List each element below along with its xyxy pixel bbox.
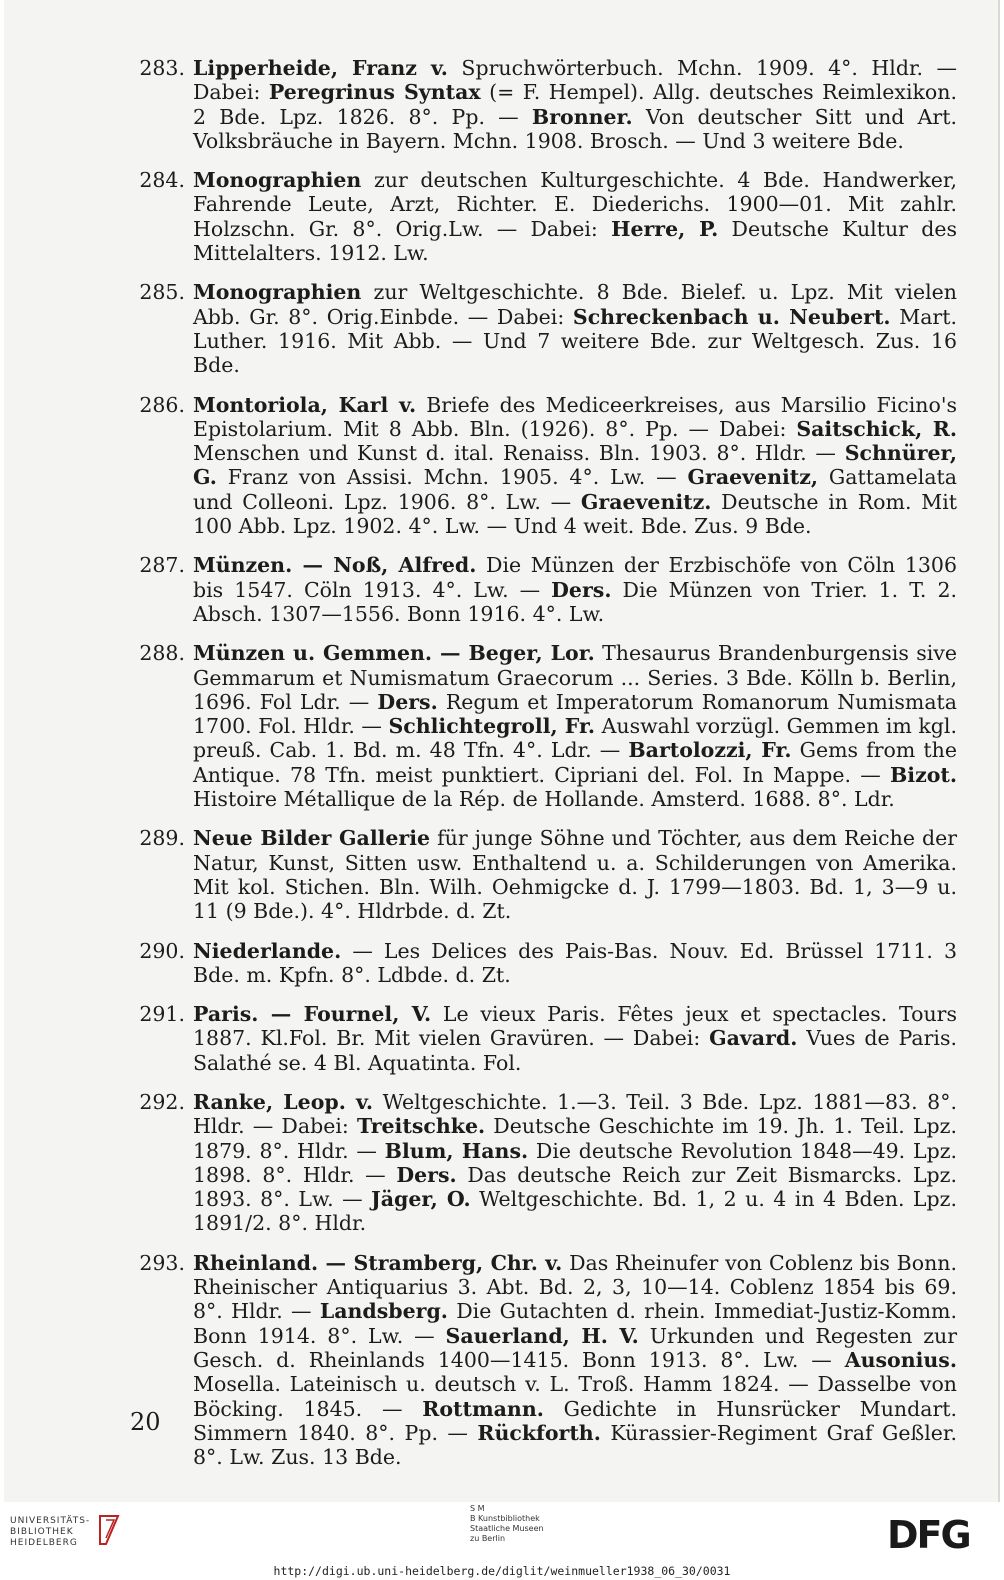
center-line: Staatliche Museen [470, 1524, 544, 1533]
entry-text [193, 1090, 957, 1236]
entry-description: Deutsche in Rom. Mit 100 Abb. Lpz. 1902. 4°. Lw. — Und 4 weit. Bde. Zus. 9 Bde. [193, 489, 958, 539]
entry-description: für junge Söhne und Töchter, aus dem Reiche der Natur, Kunst, Sitten usw. Enthaltend u. a. Schilderungen von Amerika. Mit kol. Stichen. Bln. Wilh. Oehmigcke d. J. 1799—1803. Bd. 1, 3—9 u. 11 (9 Bde.). 4°. Hldrbde. d. Zt. [193, 826, 958, 924]
entry-author: Schlichtegroll, Fr. [388, 714, 596, 739]
entry-description: — Les Delices des Pais-Bas. Nouv. Ed. Brüssel 1711. 3 Bde. m. Kpfn. 8°. Ldbde. d. Zt. [193, 938, 957, 987]
entry-author: Bizot. [889, 762, 957, 787]
entry-description: Deutsche Geschichte im 19. Jh. 1. Teil. Lpz. 1879. 8°. Hldr. — [193, 1114, 957, 1163]
entry-description: Kürassier-Regiment Graf Geßler. 8°. Lw. Zus. 13 Bde. [193, 1420, 957, 1470]
entry-author: Blum, Hans. [384, 1138, 529, 1163]
entry-description: zur Weltgeschichte. 8 Bde. Bielef. u. Lpz. Mit vielen Abb. Gr. 8°. Orig.Einbde. — Dabei: [193, 280, 957, 329]
entry-description: Die Münzen der Erzbischöfe von Cöln 1306 bis 1547. Cöln 1913. 4°. Lw. — [193, 553, 957, 602]
entry-author: Neue Bilder Gallerie [193, 826, 431, 851]
entry-description: Auswahl vorzügl. Gemmen im kgl. preuß. Cab. 1. Bd. m. 48 Tfn. 4°. Ldr. — [193, 714, 958, 763]
scanned-page [4, 0, 1000, 1502]
entry-text [193, 641, 957, 811]
entry-description: Das Rheinufer von Coblenz bis Bonn. Rheinischer Antiquarius 3. Abt. Bd. 2, 3, 10—14. Coblenz 1854 bis 69. 8°. Hldr. — [193, 1250, 957, 1324]
kunstbibliothek-mark [470, 1504, 544, 1544]
dfg-logo-icon [885, 1514, 985, 1554]
entry-number: 289. [139, 826, 185, 851]
entry-author: Ausonius. [844, 1347, 957, 1372]
catalog-entry [4, 939, 998, 988]
entry-text [193, 553, 957, 626]
entry-author: Ders. [377, 689, 438, 714]
entry-number: 291. [139, 1002, 185, 1027]
entry-author: Herre, P. [611, 216, 719, 241]
university-logo-icon [96, 1512, 122, 1548]
entry-author: Jäger, O. [371, 1187, 471, 1212]
entry-description: Die deutsche Revolution 1848—49. Lpz. 1898. 8°. Hldr. — [193, 1138, 958, 1187]
entry-author: Lipperheide, Franz v. [193, 56, 448, 80]
entry-author: Schnürer, G. [193, 441, 957, 490]
entry-description: Histoire Métallique de la Rép. de Hollande. Amsterd. 1688. 8°. Ldr. [193, 787, 895, 812]
entry-author: Bronner. [531, 104, 633, 129]
entry-author: Ders. [551, 577, 612, 602]
center-line: B Kunstbibliothek [470, 1514, 540, 1523]
entry-author: Schreckenbach u. Neubert. [572, 304, 891, 329]
entry-description: Regum et Imperatorum Romanorum Numismata 1700. Fol. Hldr. — [193, 689, 957, 739]
source-url: http://digi.ub.uni-heidelberg.de/diglit/weinmueller1938_06_30/0031 [273, 1564, 731, 1578]
entry-author: Rückforth. [477, 1420, 601, 1445]
entry-number: 285. [139, 280, 185, 305]
entry-author: Saitschick, R. [796, 416, 957, 441]
entry-description: Gems from the Antique. 78 Tfn. meist punktiert. Cipriani del. Fol. In Mappe. — [193, 738, 957, 787]
catalog-entry [4, 280, 998, 377]
entry-description: Gedichte in Hunsrücker Mundart. Simmern 1840. 8°. Pp. — [193, 1396, 957, 1445]
entry-text [193, 939, 957, 988]
entry-author: Ranke, Leop. v. [193, 1089, 374, 1114]
entry-description: Die Münzen von Trier. 1. T. 2. Absch. 1307—1556. Bonn 1916. 4°. Lw. [193, 577, 958, 626]
entry-number: 284. [139, 168, 185, 193]
entry-author: Monographien [193, 280, 362, 305]
entry-author: Bartolozzi, Fr. [628, 738, 792, 763]
entry-description: Gattamelata und Colleoni. Lpz. 1906. 8°. Lw. — [193, 465, 957, 514]
center-line: zu Berlin [470, 1534, 506, 1543]
entry-author: Sauerland, H. V. [445, 1323, 639, 1348]
entry-description: Urkunden und Regesten zur Gesch. d. Rheinlands 1400—1415. Bonn 1913. 8°. Lw. — [193, 1323, 957, 1372]
entry-description: Briefe des Mediceerkreises, aus Marsilio Ficino's Epistolarium. Mit 8 Abb. Bln. (1926). 8°. Pp. — Dabei: [193, 392, 957, 441]
catalog-entry [4, 553, 998, 626]
university-library-name [10, 1516, 90, 1549]
catalog-entry [4, 56, 998, 153]
entry-author: Monographien [193, 168, 362, 193]
entry-text [193, 168, 957, 265]
entry-text [193, 1002, 957, 1075]
entry-number: 286. [139, 392, 185, 417]
page-number: 20 [130, 1408, 161, 1436]
entry-number: 290. [139, 938, 185, 963]
entry-text [193, 56, 957, 153]
catalog-entry [4, 1090, 998, 1236]
entry-text [193, 826, 957, 923]
entry-author: Paris. — Fournel, V. [193, 1002, 432, 1027]
entry-author: Graevenitz. [580, 489, 712, 514]
entry-description: Weltgeschichte. Bd. 1, 2 u. 4 in 4 Bden. Lpz. 1891/2. 8°. Hldr. [193, 1187, 957, 1236]
university-line: BIBLIOTHEK [10, 1527, 74, 1537]
entry-author: Rottmann. [422, 1396, 544, 1421]
entry-number: 287. [139, 553, 185, 578]
catalog-entry [4, 1251, 998, 1470]
entry-text [193, 280, 957, 377]
entry-number: 292. [139, 1089, 185, 1114]
entry-description: Mart. Luther. 1916. Mit Abb. — Und 7 weitere Bde. zur Weltgesch. Zus. 16 Bde. [193, 304, 957, 378]
entry-description: Le vieux Paris. Fêtes jeux et spectacles. Tours 1887. Kl.Fol. Br. Mit vielen Gravüren. — Dabei: [193, 1002, 957, 1051]
entry-description: Vues de Paris. Salathé se. 4 Bl. Aquatinta. Fol. [193, 1026, 957, 1075]
entry-number: 288. [139, 641, 185, 666]
entry-description: Menschen und Kunst d. ital. Renaiss. Bln. 1903. 8°. Hldr. — [193, 441, 845, 466]
catalog-entry [4, 641, 998, 811]
entry-text [193, 393, 957, 539]
entry-number: 293. [139, 1250, 185, 1275]
entry-description: Das deutsche Reich zur Zeit Bismarcks. Lpz. 1893. 8°. Lw. — [193, 1162, 957, 1212]
center-mark: S M [470, 1504, 485, 1513]
entry-author: Landsberg. [319, 1299, 448, 1324]
entry-description: Von deutscher Sitt und Art. Volksbräuche in Bayern. Mchn. 1908. Brosch. — Und 3 weitere Bde. [193, 104, 957, 153]
catalog-entries [4, 56, 998, 1484]
catalog-entry [4, 393, 998, 539]
entry-description: Spruchwörterbuch. Mchn. 1909. 4°. Hldr. — Dabei: [193, 56, 957, 105]
entry-author: Montoriola, Karl v. [193, 392, 417, 417]
entry-description: Weltgeschichte. 1.—3. Teil. 3 Bde. Lpz. 1881—83. 8°. Hldr. — Dabei: [193, 1089, 957, 1139]
entry-author: Graevenitz, [687, 465, 819, 490]
catalog-entry [4, 1002, 998, 1075]
entry-author: Münzen. — Noß, Alfred. [193, 553, 477, 578]
entry-description: (= F. Hempel). Allg. deutsches Reimlexikon. 2 Bde. Lpz. 1826. 8°. Pp. — [193, 80, 957, 129]
university-line: UNIVERSITÄTS- [10, 1516, 91, 1526]
entry-author: Ders. [396, 1162, 457, 1187]
dfg-logo-text: DFG [887, 1514, 970, 1554]
entry-author: Münzen u. Gemmen. — Beger, Lor. [193, 641, 595, 666]
entry-number: 283. [139, 56, 185, 80]
entry-text [193, 1251, 957, 1470]
catalog-entry [4, 826, 998, 923]
entry-author: Treitschke. [356, 1114, 486, 1139]
university-line: HEIDELBERG [10, 1538, 78, 1548]
entry-description: Mosella. Lateinisch u. deutsch v. L. Troß. Hamm 1824. — Dasselbe von Böcking. 1845. — [193, 1372, 957, 1421]
entry-author: Gavard. [709, 1026, 798, 1051]
entry-description: Deutsche Kultur des Mittelalters. 1912. Lw. [193, 216, 957, 266]
entry-author: Peregrinus Syntax [268, 80, 481, 105]
catalog-entry [4, 168, 998, 265]
entry-description: Die Gutachten d. rhein. Immediat-Justiz-Komm. Bonn 1914. 8°. Lw. — [193, 1299, 957, 1348]
entry-description: Franz von Assisi. Mchn. 1905. 4°. Lw. — [216, 465, 688, 490]
entry-author: Rheinland. — Stramberg, Chr. v. [193, 1250, 563, 1275]
digitization-footer [0, 1502, 1004, 1580]
entry-description: zur deutschen Kulturgeschichte. 4 Bde. Handwerker, Fahrende Leute, Arzt, Richter. E. Diederichs. 1900—01. Mit zahlr. Holzschn. Gr. 8°. Orig.Lw. — Dabei: [193, 168, 957, 241]
entry-author: Niederlande. [193, 938, 342, 963]
entry-description: Thesaurus Brandenburgensis sive Gemmarum et Numismatum Graecorum ... Series. 3 Bde. Kölln b. Berlin, 1696. Fol Ldr. — [193, 641, 957, 714]
